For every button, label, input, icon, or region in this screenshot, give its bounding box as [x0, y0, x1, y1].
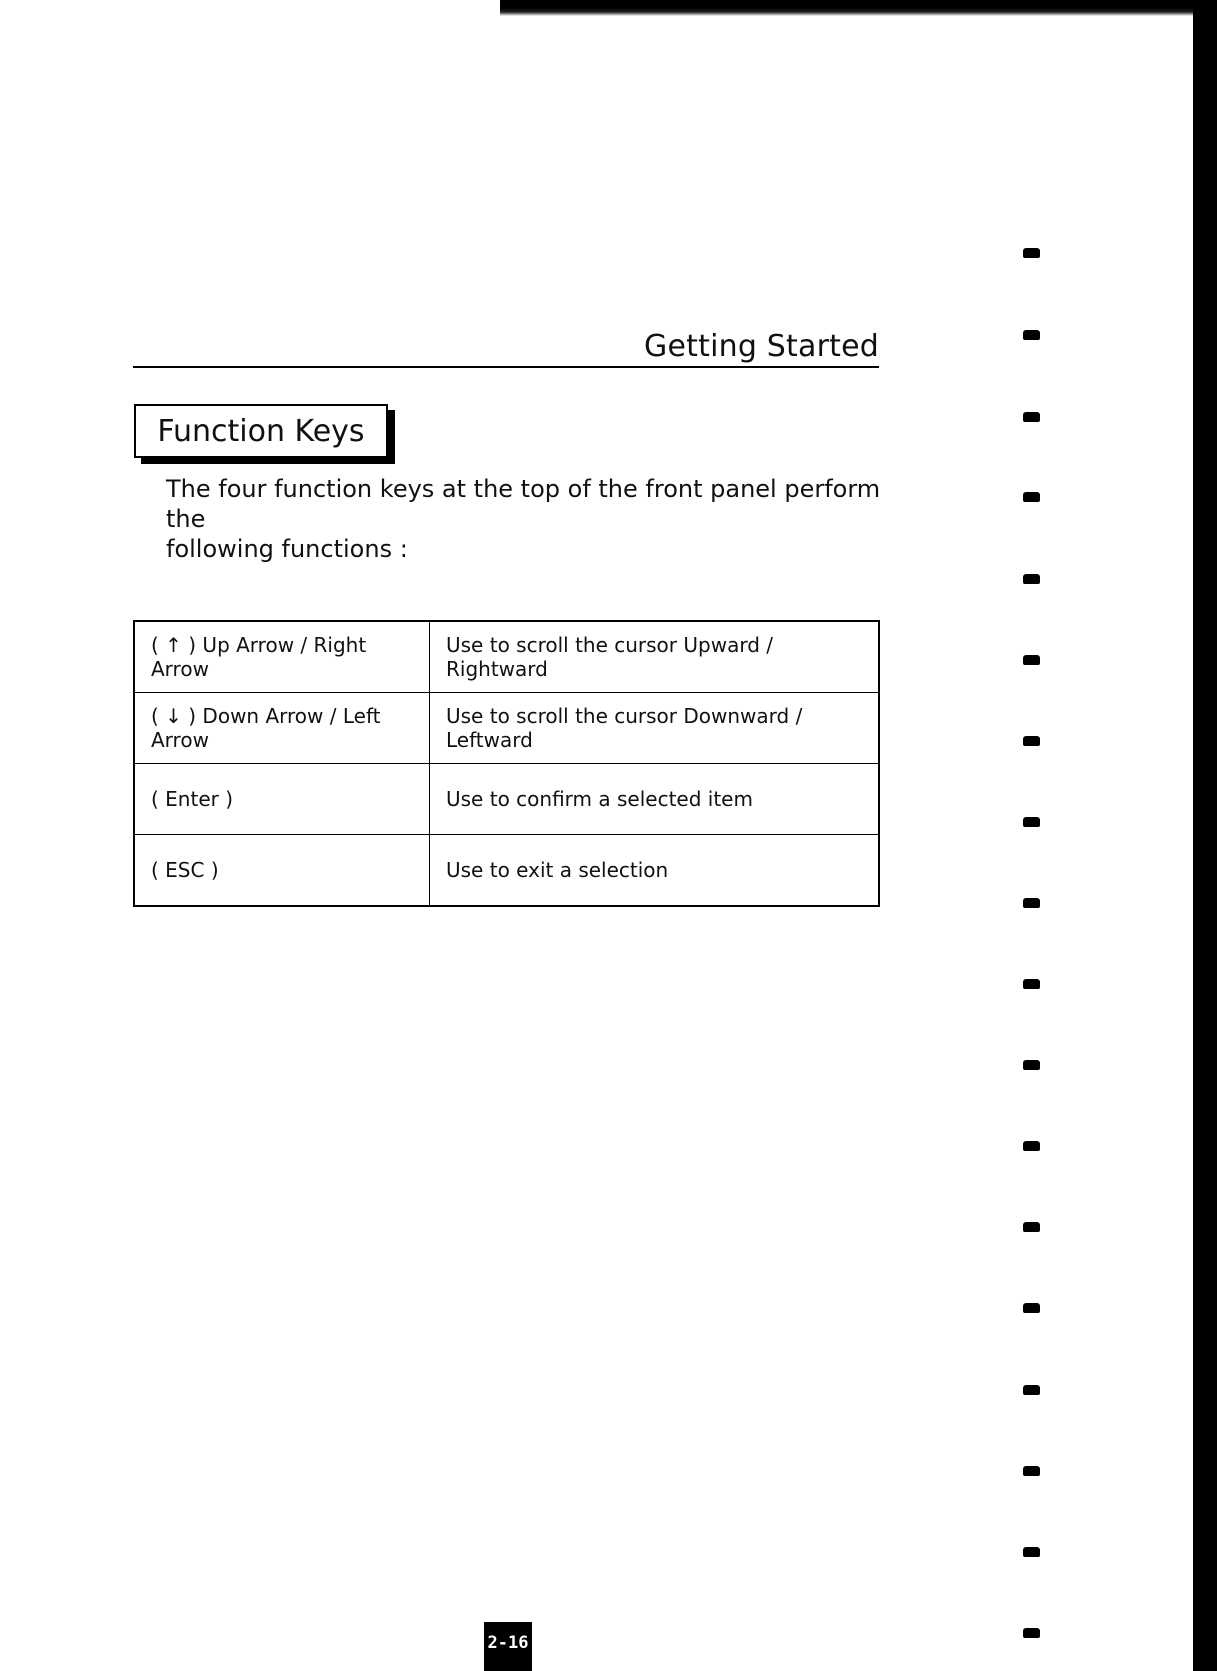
binding-mark [1023, 1385, 1040, 1395]
binding-mark [1023, 1222, 1040, 1232]
binding-mark [1023, 1303, 1040, 1313]
binding-mark [1023, 412, 1040, 422]
section-title-box [134, 404, 388, 458]
binding-mark [1023, 736, 1040, 746]
key-description-cell: Use to confirm a selected item [430, 764, 880, 835]
binding-mark [1023, 1060, 1040, 1070]
function-keys-table [133, 620, 880, 907]
key-description-cell: Use to scroll the cursor Downward / Leftward [430, 693, 880, 764]
key-name-cell: ( ESC ) [134, 835, 430, 907]
key-name-cell: ( ↓ ) Down Arrow / Left Arrow [134, 693, 430, 764]
intro-line: The four function keys at the top of the front panel perform the [166, 475, 881, 533]
page-number: 2-16 [484, 1622, 532, 1671]
scan-right-edge [1193, 0, 1217, 1671]
key-description-cell: Use to scroll the cursor Upward / Rightward [430, 621, 880, 693]
binding-mark [1023, 655, 1040, 665]
intro-line: following functions : [166, 535, 408, 563]
running-header [133, 326, 879, 368]
binding-mark [1023, 979, 1040, 989]
scan-top-band [500, 0, 1217, 16]
key-name-cell: ( Enter ) [134, 764, 430, 835]
binding-mark [1023, 1466, 1040, 1476]
binding-mark [1023, 330, 1040, 340]
binding-mark [1023, 1141, 1040, 1151]
binding-mark [1023, 248, 1040, 258]
key-name-cell: ( ↑ ) Up Arrow / Right Arrow [134, 621, 430, 693]
table-row [134, 764, 879, 835]
table-row [134, 621, 879, 693]
binding-mark [1023, 817, 1040, 827]
binding-mark [1023, 492, 1040, 502]
binding-mark [1023, 1628, 1040, 1638]
intro-paragraph [166, 474, 886, 564]
section-title: Function Keys [157, 414, 365, 449]
binding-mark [1023, 898, 1040, 908]
chapter-title: Getting Started [644, 329, 879, 364]
binding-mark [1023, 574, 1040, 584]
key-description-cell: Use to exit a selection [430, 835, 880, 907]
binding-marks [1023, 248, 1041, 1648]
binding-mark [1023, 1547, 1040, 1557]
table-row [134, 693, 879, 764]
table-row [134, 835, 879, 907]
